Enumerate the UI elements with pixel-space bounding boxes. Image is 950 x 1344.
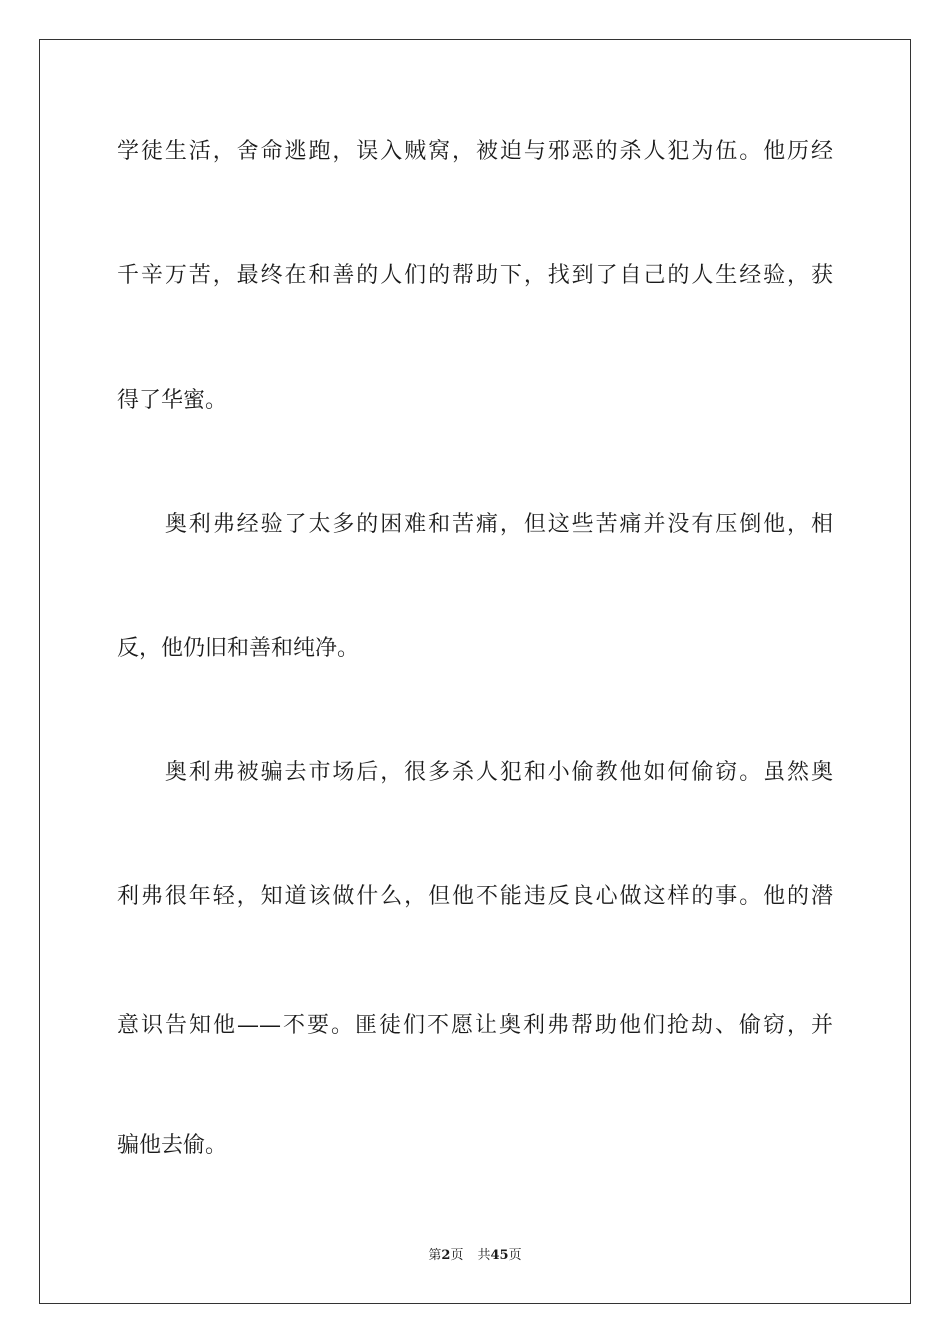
page-prefix: 第 <box>428 1248 442 1263</box>
page-number: 2 <box>441 1248 451 1263</box>
body-line-5: 反，他仍旧和善和纯净。 <box>117 636 360 661</box>
page-suffix: 页 <box>450 1248 464 1263</box>
body-line-4: 奥利弗经验了太多的困难和苦痛，但这些苦痛并没有压倒他，相 <box>117 512 833 537</box>
body-line-9: 骗他去偷。 <box>117 1133 228 1158</box>
body-line-3: 得了华蜜。 <box>117 388 228 413</box>
total-suffix: 页 <box>508 1248 522 1263</box>
body-line-6: 奥利弗被骗去市场后，很多杀人犯和小偷教他如何偷窃。虽然奥 <box>117 760 833 785</box>
page-border <box>39 39 911 1304</box>
page-footer <box>0 1247 950 1265</box>
body-line-1: 学徒生活，舍命逃跑，误入贼窝，被迫与邪恶的杀人犯为伍。他历经 <box>117 139 833 164</box>
body-line-7: 利弗很年轻，知道该做什么，但他不能违反良心做这样的事。他的潜 <box>117 884 833 909</box>
body-line-8: 意识告知他——不要。匪徒们不愿让奥利弗帮助他们抢劫、偷窃，并 <box>117 1013 833 1038</box>
body-line-2: 千辛万苦，最终在和善的人们的帮助下，找到了自己的人生经验，获 <box>117 263 833 288</box>
total-pages: 45 <box>490 1248 509 1263</box>
total-prefix: 共 <box>477 1248 491 1263</box>
